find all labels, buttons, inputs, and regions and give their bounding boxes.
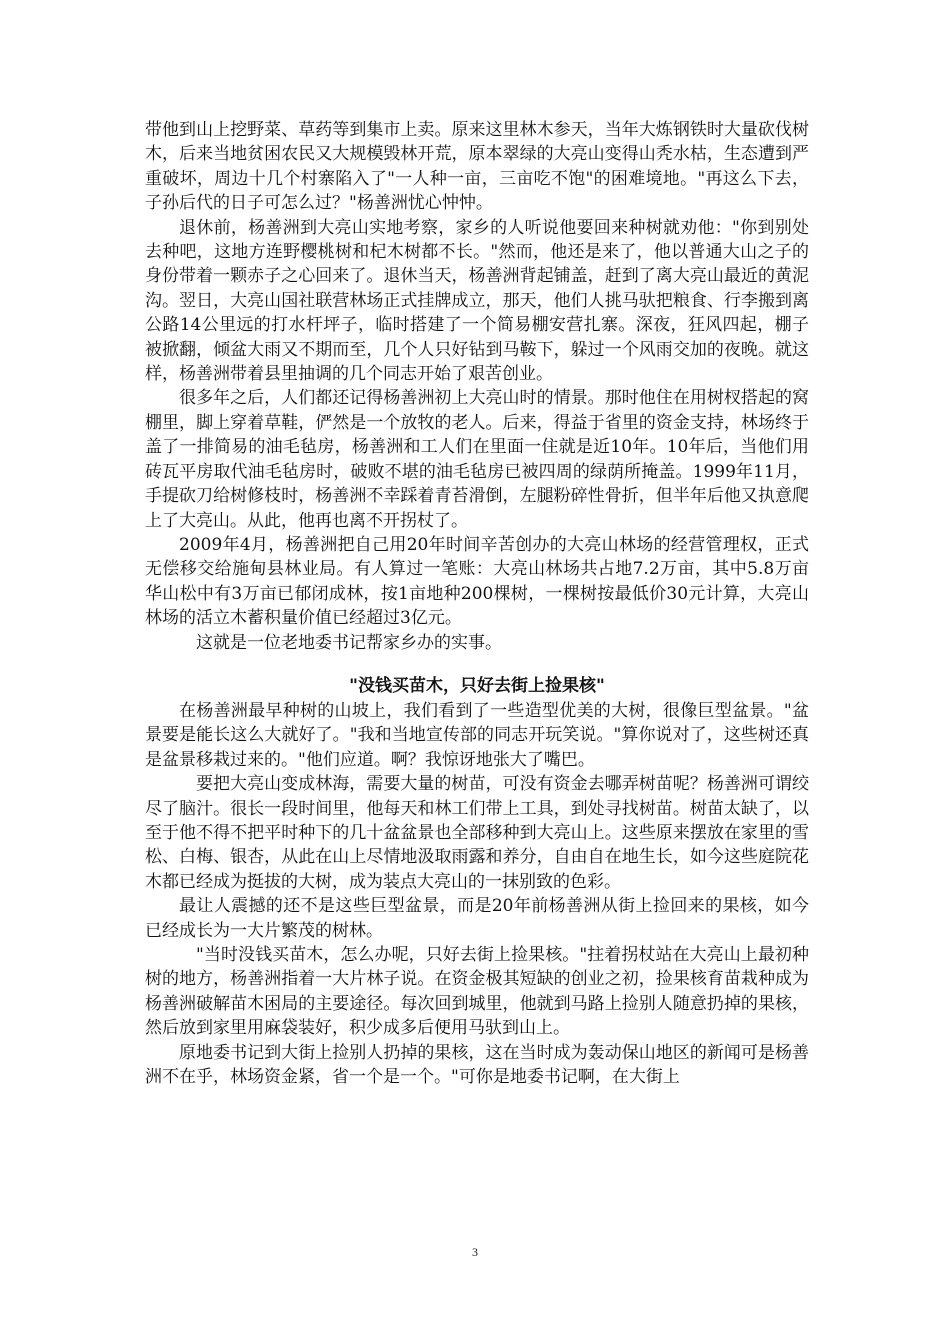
paragraph: 2009年4月，杨善洲把自己用20年时间辛苦创办的大亮山林场的经营管理权，正式无偿移交给施甸县林业局。有人算过一笔账：大亮山林场共占地7.2万亩，其中5.8万亩华山松中有3万亩已郁闭成林，按1亩地种200棵树，一棵树按最低价30元计算，大亮山林场的活立木蓄积量价值已经超过3亿元。 — [145, 534, 809, 629]
paragraph: 退休前，杨善洲到大亮山实地考察，家乡的人听说他要回来种树就劝他："你到别处去种吧，这地方连野樱桃树和杞木树都不长。"然而，他还是来了，他以普通大山之子的身份带着一颗赤子之心回来了。退休当天，杨善洲背起铺盖，赶到了离大亮山最近的黄泥沟。翌日，大亮山国社联营林场正式挂牌成立，那天，他们人挑马驮把粮食、行李搬到离公路14公里远的打水杆坪子，临时搭建了一个简易棚安营扎寨。深夜，狂风四起，棚子被掀翻，倾盆大雨又不期而至，几个人只好钻到马鞍下，躲过一个风雨交加的夜晚。就这样，杨善洲带着县里抽调的几个同志开始了艰苦创业。 — [145, 217, 809, 385]
paragraph: 要把大亮山变成林海，需要大量的树苗，可没有资金去哪弄树苗呢？杨善洲可谓绞尽了脑汁。很长一段时间里，他每天和林工们带上工具，到处寻找树苗。树苗太缺了，以至于他不得不把平时种下的几十盆盆景也全部移种到大亮山上。这些原来摆放在家里的雪松、白梅、银杏，从此在山上尽情地汲取雨露和养分，自由自在地生长，如今这些庭院花木都已经成为挺拔的大树，成为装点大亮山的一抹别致的色彩。 — [145, 774, 809, 892]
paragraph: 在杨善洲最早种树的山坡上，我们看到了一些造型优美的大树，很像巨型盆景。"盆景要是能长这么大就好了。"我和当地宣传部的同志开玩笑说。"算你说对了，这些树还真是盆景移栽过来的。"他们应道。啊？我惊讶地张大了嘴巴。 — [145, 700, 809, 770]
paragraph: 很多年之后，人们都还记得杨善洲初上大亮山时的情景。那时他住在用树杈搭起的窝棚里，脚上穿着草鞋，俨然是一个放牧的老人。后来，得益于省里的资金支持，林场终于盖了一排简易的油毛毡房，杨善洲和工人们在里面一住就是近10年。10年后，当他们用砖瓦平房取代油毛毡房时，破败不堪的油毛毡房已被四周的绿荫所掩盖。1999年11月，手提砍刀给树修枝时，杨善洲不幸踩着青苔滑倒，左腿粉碎性骨折，但半年后他又执意爬上了大亮山。从此，他再也离不开拐杖了。 — [145, 388, 809, 531]
paragraph: "当时没钱买苗木，怎么办呢，只好去街上捡果核。"拄着拐杖站在大亮山上最初种树的地方，杨善洲指着一大片林子说。在资金极其短缺的创业之初，捡果核育苗栽种成为杨善洲破解苗木困局的主要途径。每次回到城里，他就到马路上捡别人随意扔掉的果核，然后放到家里用麻袋装好，积少成多后便用马驮到山上。 — [145, 945, 809, 1039]
document-body — [145, 118, 809, 1089]
page-number: 3 — [472, 1245, 478, 1259]
paragraph: 原地委书记到大街上捡别人扔掉的果核，这在当时成为轰动保山地区的新闻可是杨善洲不在乎，林场资金紧，省一个是一个。"可你是地委书记啊，在大街上 — [145, 1042, 809, 1088]
paragraph: 最让人震撼的还不是这些巨型盆景，而是20年前杨善洲从街上捡回来的果核，如今已经成长为一大片繁茂的树林。 — [145, 896, 809, 941]
paragraph: 这就是一位老地委书记帮家乡办的实事。 — [196, 632, 502, 653]
section-heading: "没钱买苗木，只好去街上捡果核" — [349, 675, 605, 696]
paragraph: 带他到山上挖野菜、草药等到集市上卖。原来这里林木参天，当年大炼钢铁时大量砍伐树木，后来当地贫困农民又大规模毁林开荒，原本翠绿的大亮山变得山秃水枯，生态遭到严重破坏，周边十几个村寨陷入了"一人种一亩，三亩吃不饱"的困难境地。"再这么下去，子孙后代的日子可怎么过？"杨善洲忧心忡忡。 — [145, 120, 809, 214]
